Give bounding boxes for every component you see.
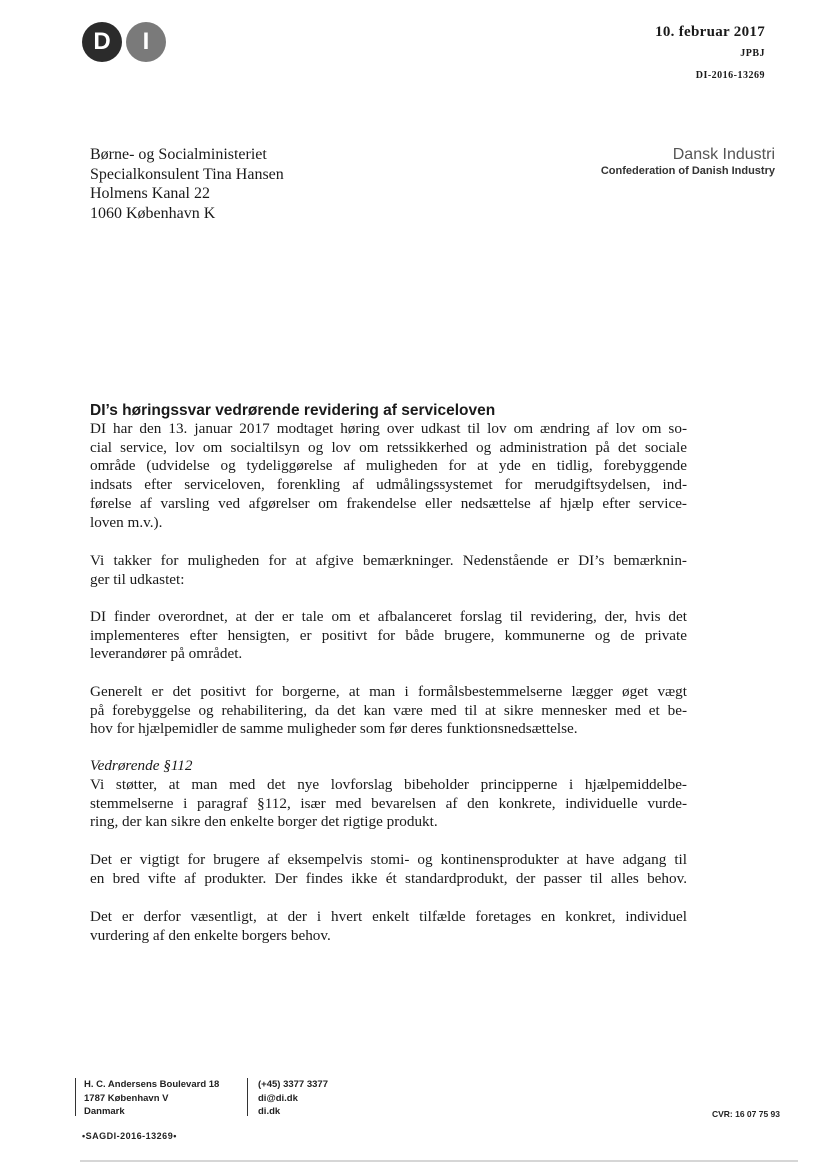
reference-number: DI-2016-13269	[695, 70, 765, 81]
text-line: hov for hjælpemidler de samme muligheder som før deres funktionsnedsættelse.	[90, 720, 578, 738]
text-line: stemmelserne i paragraf §112, især med bevarelsen af den konkrete, individuelle vurde-	[90, 794, 687, 812]
paragraph-thanks	[90, 552, 687, 589]
footer-phone: (+45) 3377 3377	[258, 1079, 328, 1090]
text-line: DI finder overordnet, at der er tale om et afbalanceret forslag til revidering, der, hvis det	[90, 608, 687, 625]
paragraph-products	[90, 851, 687, 888]
text-line: en bred vifte af produkter. Der findes ikke ét standardprodukt, der passer til alles behov.	[90, 869, 687, 887]
section-subheading: Vedrørende §112	[90, 757, 193, 774]
paragraph-112	[90, 776, 687, 832]
footer-address	[84, 1078, 219, 1119]
text-line: førelse af varsling ved afgørelser om frakendelse eller nedsættelse af hjælp efter service-	[90, 494, 687, 512]
footer-website: di.dk	[258, 1106, 281, 1117]
paragraph-general	[90, 683, 687, 739]
recipient-line: Specialkonsulent Tina Hansen	[90, 165, 284, 183]
recipient-address	[90, 145, 284, 223]
footer-divider	[247, 1078, 248, 1116]
text-line: indsats efter serviceloven, forenkling af udmålingssystemet for merudgiftsydelsen, ind-	[90, 476, 687, 494]
text-line: Det er derfor væsentligt, at der i hvert enkelt tilfælde foretages en konkret, individuel	[90, 908, 687, 925]
footer-address-line: H. C. Andersens Boulevard 18	[84, 1079, 220, 1090]
text-line: cial service, lov om socialtilsyn og lov om retssikkerhed og administration på det sociale	[90, 438, 687, 456]
logo-d: D	[82, 22, 122, 62]
text-line: område (udvidelse og tydeliggørelse af muligheden for at yde en tidlig, forebyggende	[90, 457, 687, 475]
text-line: loven m.v.).	[90, 513, 163, 531]
footer-email: di@di.dk	[258, 1092, 298, 1104]
author-initials: JPBJ	[740, 48, 765, 59]
text-line: leverandører på området.	[90, 645, 243, 663]
text-line: Det er vigtigt for brugere af eksempelvis stomi- og kontinensprodukter at have adgang til	[90, 851, 687, 868]
text-line: Generelt er det positivt for borgerne, at man i formålsbestemmelserne lægger øget vægt	[90, 683, 687, 700]
text-line: ger til udkastet:	[90, 570, 185, 588]
recipient-line: 1060 København K	[90, 204, 216, 222]
text-line: Vi takker for muligheden for at afgive bemærkninger. Nedenstående er DI’s bemærknin-	[90, 552, 687, 569]
letter-date: 10. februar 2017	[655, 24, 765, 40]
footer-divider	[75, 1078, 76, 1116]
paragraph-overall	[90, 608, 687, 664]
text-line: implementeres efter hensigten, er positivt for både brugere, kommunerne og de private	[90, 626, 687, 644]
text-line: på forebyggelse og rehabilitering, da det kan være med til at sikre mennesker med et be-	[90, 701, 687, 719]
footer-cvr: CVR: 16 07 75 93	[711, 1109, 780, 1119]
paragraph-assessment	[90, 908, 687, 945]
paragraph-intro	[90, 420, 687, 532]
sender-name: Dansk Industri	[672, 146, 775, 163]
sender-subtitle: Confederation of Danish Industry	[600, 165, 775, 177]
recipient-line: Børne- og Socialministeriet	[90, 146, 267, 163]
letter-heading: DI’s høringssvar vedrørende revidering af serviceloven	[90, 402, 496, 419]
bottom-rule	[80, 1160, 798, 1162]
footer-address-line: 1787 København V	[84, 1092, 169, 1104]
text-line: DI har den 13. januar 2017 modtaget høring over udkast til lov om ændring af lov om so-	[90, 420, 687, 437]
footer-contact	[258, 1078, 328, 1119]
text-line: ring, der kan sikre den enkelte borger det rigtige produkt.	[90, 813, 438, 831]
text-line: Vi støtter, at man med det nye lovforslag bibeholder principperne i hjælpemiddelbe-	[90, 776, 687, 793]
footer-address-line: Danmark	[84, 1106, 125, 1117]
footer-case-code: •SAGDI-2016-13269•	[82, 1131, 177, 1141]
logo-i: I	[126, 22, 166, 62]
text-line: vurdering af den enkelte borgers behov.	[90, 926, 331, 944]
recipient-line: Holmens Kanal 22	[90, 185, 210, 202]
